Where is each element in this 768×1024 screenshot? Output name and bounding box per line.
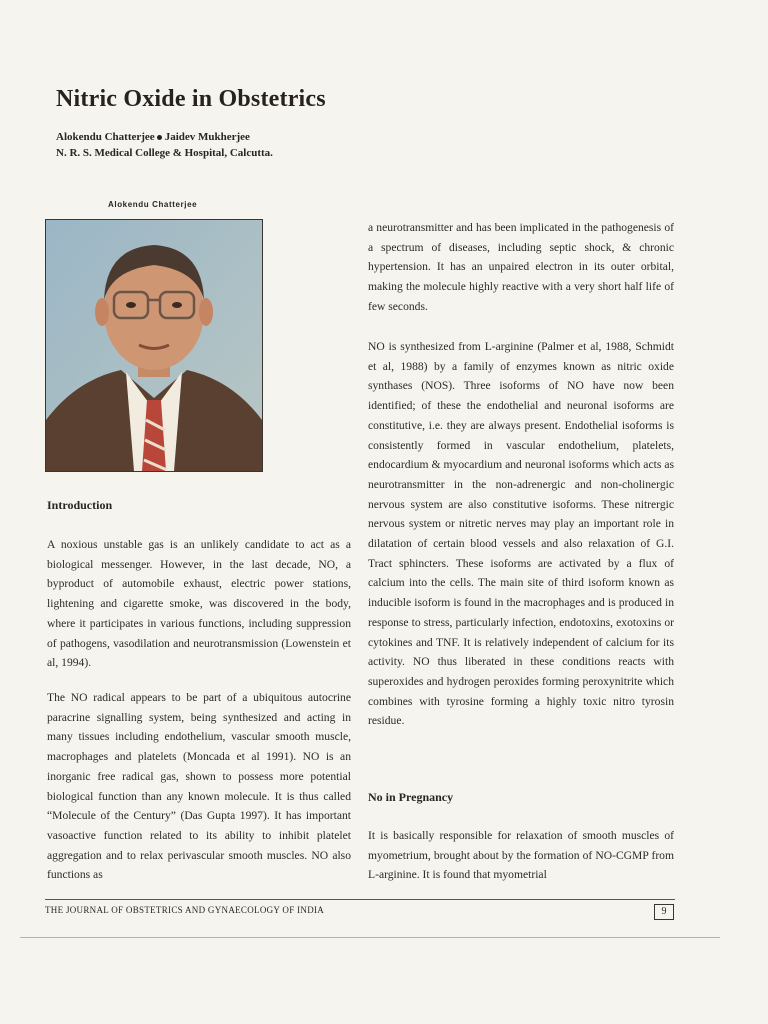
- intro-paragraph-2: The NO radical appears to be part of a ubiquitous autocrine paracrine signalling system, being synthesized and acting in many tissues including endothelium, vascular smooth muscle, macrophages and platelets (Moncada et al 1991). NO is an inorganic free radical gas, shown to possess more potential biological function than any known molecule. It is thus called “Molecule of the Century” (Das Gupta 1997). It has important vasoactive function related to its ability to inhibit platelet aggregation and to relax perivascular smooth muscles. NO also functions as: [47, 691, 351, 882]
- author-affiliation: N. R. S. Medical College & Hospital, Calcutta.: [56, 147, 273, 159]
- article-title: Nitric Oxide in Obstetrics: [56, 86, 326, 112]
- journal-name: THE JOURNAL OF OBSTETRICS AND GYNAECOLOGY OF INDIA: [45, 905, 325, 915]
- pregnancy-heading: No in Pregnancy: [368, 790, 454, 804]
- right-paragraph-1: a neurotransmitter and has been implicated in the pathogenesis of a spectrum of diseases, including septic shock, & chronic hypertension. It has an unpaired electron in its outer orbital, making the molecule highly reactive with a very short half life of few seconds.: [368, 221, 674, 313]
- page-number: 9: [654, 904, 674, 920]
- bullet-separator-icon: [157, 135, 162, 140]
- author-name-2: Jaidev Mukherjee: [164, 131, 250, 143]
- page-edge-line: [20, 937, 720, 938]
- author-portrait: [45, 219, 263, 472]
- right-paragraph-3: It is basically responsible for relaxation of smooth muscles of myometrium, brought about by the formation of NO-CGMP from L-arginine. It is found that myometrial: [368, 829, 674, 882]
- right-paragraph-2: NO is synthesized from L-arginine (Palmer et al, 1988, Schmidt et al, 1988) by a family of enzymes known as nitric oxide synthases (NOS). Three isoforms of NO have now been identified; of these the endothelial and neuronal isoforms are constitutive, i.e. they are always present. Endothelial isoforms is consistently formed in vascular endothelium, platelets, endocardium & myocardium and neuronal isoforms which acts as neurotransmitter in the non-adrenergic and non-cholinergic nervous system are also constitutive isoforms. These nitrergic nervous system or nitretic nerves may play an important role in dilatation of certain blood vessels and also relaxation of G.I. Tract sphincters. These isoforms are activated by a flux of calcium into the cells. The main site of third isoform known as inducible isoform is found in the macrophages and is produced in response to stress, particularly infection, endotoxins, exotoxins or cytokines and TNF. It is relatively independent of calcium for its activity. NO thus liberated in these conditions reacts with superoxides and hydrogen peroxides forming peroxynitrite which combines with tyrosine forming a highly toxic nitro tyrosin residue.: [368, 340, 674, 728]
- author-names: [56, 129, 273, 145]
- introduction-heading: Introduction: [47, 498, 113, 512]
- author-block: [56, 129, 273, 161]
- author-name-1: Alokendu Chatterjee: [56, 131, 155, 143]
- intro-paragraph-1: A noxious unstable gas is an unlikely candidate to act as a biological messenger. However, in the last decade, NO, a byproduct of automobile exhaust, electric power stations, lightening and cigarette smoke, was discovered in the body, where it participates in various functions, including suppression of pathogens, vasodilation and neurotransmission (Lowenstein et al, 1994).: [47, 538, 351, 670]
- footer-divider: [45, 899, 675, 900]
- photo-caption: Alokendu Chatterjee: [108, 200, 198, 209]
